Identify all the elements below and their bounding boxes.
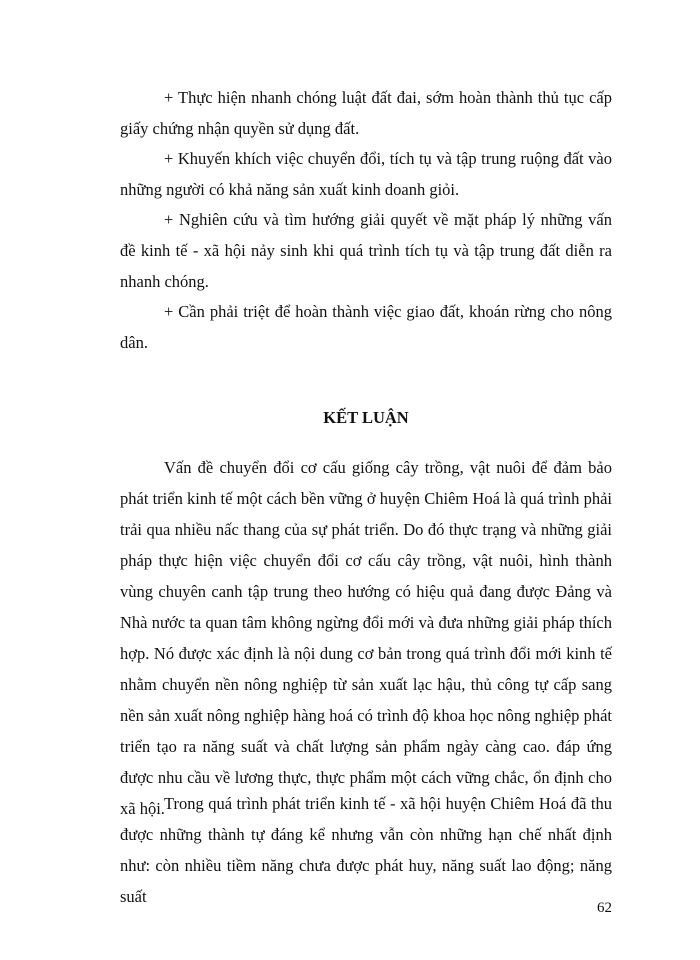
bullet-paragraph-2: + Khuyến khích việc chuyển đổi, tích tụ và tập trung ruộng đất vào những người có khả năng sản xuất kinh doanh giỏi. bbox=[120, 149, 612, 199]
section-heading: KẾT LUẬN bbox=[323, 408, 409, 427]
body-paragraph-1: Vấn đề chuyển đổi cơ cấu giống cây trồng, vật nuôi để đảm bảo phát triển kinh tế một cách bền vững ở huyện Chiêm Hoá là quá trình phải trải qua nhiều nấc thang của sự phát triển. Do đó thực trạng và những giải pháp thực hiện việc chuyển đổi cơ cấu cây trồng, vật nuôi, hình thành vùng chuyên canh tập trung theo hướng có hiệu quả đang được Đảng và Nhà nước ta quan tâm không ngừng đổi mới và đưa những giải pháp thích hợp. Nó được xác định là nội dung cơ bản trong quá trình đổi mới kinh tế nhằm chuyển nền nông nghiệp từ sản xuất lạc hậu, thủ công tự cấp sang nền sản xuất nông nghiệp hàng hoá có trình độ khoa học nông nghiệp phát triển tạo ra năng suất và chất lượng sản phẩm ngày càng cao. đáp ứng được nhu cầu về lương thực, thực phẩm một cách vững chắc, ổn định cho xã hội. bbox=[120, 458, 612, 818]
bullet-paragraph-1: + Thực hiện nhanh chóng luật đất đai, sớm hoàn thành thủ tục cấp giấy chứng nhận quyền sử dụng đất. bbox=[120, 88, 612, 138]
page-number: 62 bbox=[597, 900, 612, 916]
bullet-paragraph-4: + Cần phải triệt để hoàn thành việc giao đất, khoán rừng cho nông dân. bbox=[120, 302, 612, 352]
bullet-paragraph-3: + Nghiên cứu và tìm hướng giải quyết về mặt pháp lý những vấn đề kinh tế - xã hội nảy sinh khi quá trình tích tụ và tập trung đất diễn ra nhanh chóng. bbox=[120, 210, 612, 291]
body-paragraph-2: Trong quá trình phát triển kinh tế - xã hội huyện Chiêm Hoá đã thu được những thành tự đáng kể nhưng vẫn còn những hạn chế nhất định như: còn nhiều tiềm năng chưa được phát huy, năng suất lao động; năng suất bbox=[120, 794, 612, 906]
